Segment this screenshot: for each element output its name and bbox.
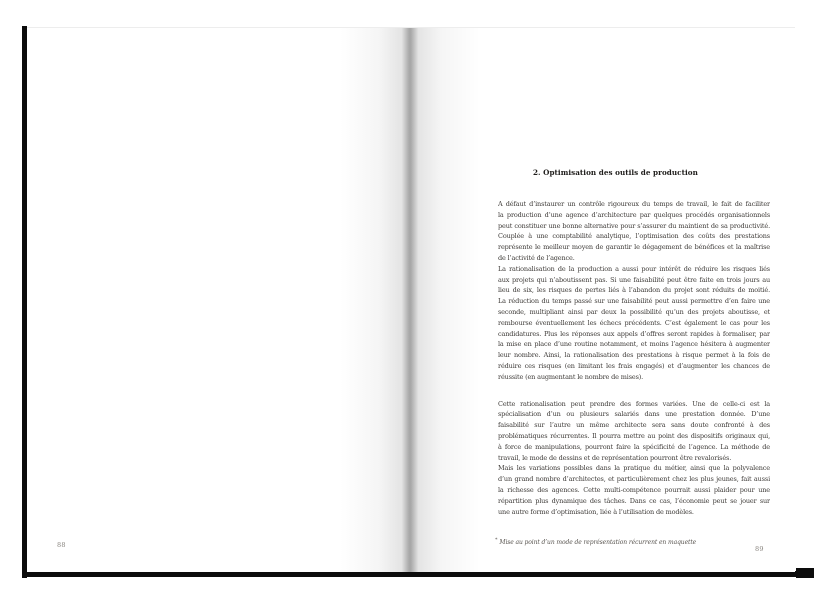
text-line: leur nombre. Ainsi, la rationalisation des prestations à risque permet à la fois de	[498, 351, 770, 360]
text-line: répartition plus dynamique des tâches. Dans ce cas, l’économie peut se jouer sur	[498, 496, 770, 505]
text-line: réduire ces risques (en limitant les frais engagés) et d’augmenter les chances de	[498, 361, 770, 370]
text-line: Couplée à une comptabilité analytique, l’optimisation des coûts des prestations	[498, 232, 770, 241]
text-line: peut constituer une bonne alternative pour s’assurer du maintient de sa productivité.	[498, 221, 770, 230]
text-line: problématiques récurrentes. Il pourra mettre au point des dispositifs originaux qui,	[498, 431, 770, 440]
left-page-number: 88	[57, 541, 66, 549]
text-line: représente le meilleur moyen de garantir le dégagement de bénéfices et la maîtrise	[498, 243, 770, 252]
page-spread	[27, 27, 795, 572]
gutter-shadow	[340, 28, 480, 572]
text-line: aux projets qui n’aboutissent pas. Si une faisabilité peut être faite en trois jours au	[498, 275, 770, 284]
text-line: la richesse des agences. Cette multi-compétence pourrait aussi plaider pour une	[498, 485, 770, 494]
right-page-number: 89	[755, 545, 764, 553]
text-line: candidatures. Plus les réponses aux appels d’offres seront rapides à formaliser, par	[498, 329, 770, 338]
paragraph	[498, 463, 770, 517]
text-line: La réduction du temps passé sur une faisabilité peut aussi permettre d’en faire une	[498, 297, 770, 306]
text-line: la production d’une agence d’architecture par quelques procédés organisationnels	[498, 210, 770, 219]
text-line: à force de manipulations, pourront faire la spécificité de l’agence. La méthode de	[498, 442, 770, 451]
text-line: Cette rationalisation peut prendre des formes variées. Une de celle-ci est la	[498, 399, 770, 408]
text-line: lieu de six, les risques de pertes liés à l’abandon du projet sont réduits de moitié.	[498, 286, 770, 295]
text-line: rembourse éventuellement les échecs précédents. C’est également le cas pour les	[498, 318, 770, 327]
book-cover-corner	[796, 568, 814, 578]
paragraph	[498, 399, 770, 464]
footnote-marker: *	[495, 537, 498, 543]
text-line: spécialisation d’un ou plusieurs salariés dans une prestation donnée. D’une	[498, 410, 770, 419]
text-line: une autre forme d’optimisation, liée à l’utilisation de modèles.	[498, 507, 694, 516]
text-line: travail, le mode de dessins et de représentation pourront être revalorisés.	[498, 453, 732, 462]
paragraph	[498, 199, 770, 264]
text-line: faisabilité sur l’autre un même architecte sera sans doute confronté à des	[498, 421, 770, 430]
text-line: d’un grand nombre d’architectes, et particulièrement chez les plus jeunes, fait aussi	[498, 475, 770, 484]
text-line: réussite (en augmentant le nombre de mises).	[498, 372, 644, 381]
text-line: A défaut d’instaurer un contrôle rigoureux du temps de travail, le fait de faciliter	[498, 200, 770, 208]
text-line: La rationalisation de la production a aussi pour intérêt de réduire les risques liés	[498, 264, 770, 273]
text-line: de l’activité de l’agence.	[498, 253, 575, 262]
section-heading: 2. Optimisation des outils de production	[533, 168, 698, 177]
body-text	[498, 199, 770, 517]
text-line: la mise en place d’une routine notamment, et moins l’agence hésitera à augmenter	[498, 340, 770, 349]
paragraph	[498, 264, 770, 383]
footnote	[495, 537, 775, 546]
text-line: seconde, multipliant ainsi par deux la possibilité qu’un des projets aboutisse, et	[498, 307, 770, 316]
text-line: Mais les variations possibles dans la pratique du métier, ainsi que la polyvalence	[498, 464, 770, 473]
footnote-text: Mise au point d’un mode de représentation récurrent en maquette	[499, 539, 697, 546]
